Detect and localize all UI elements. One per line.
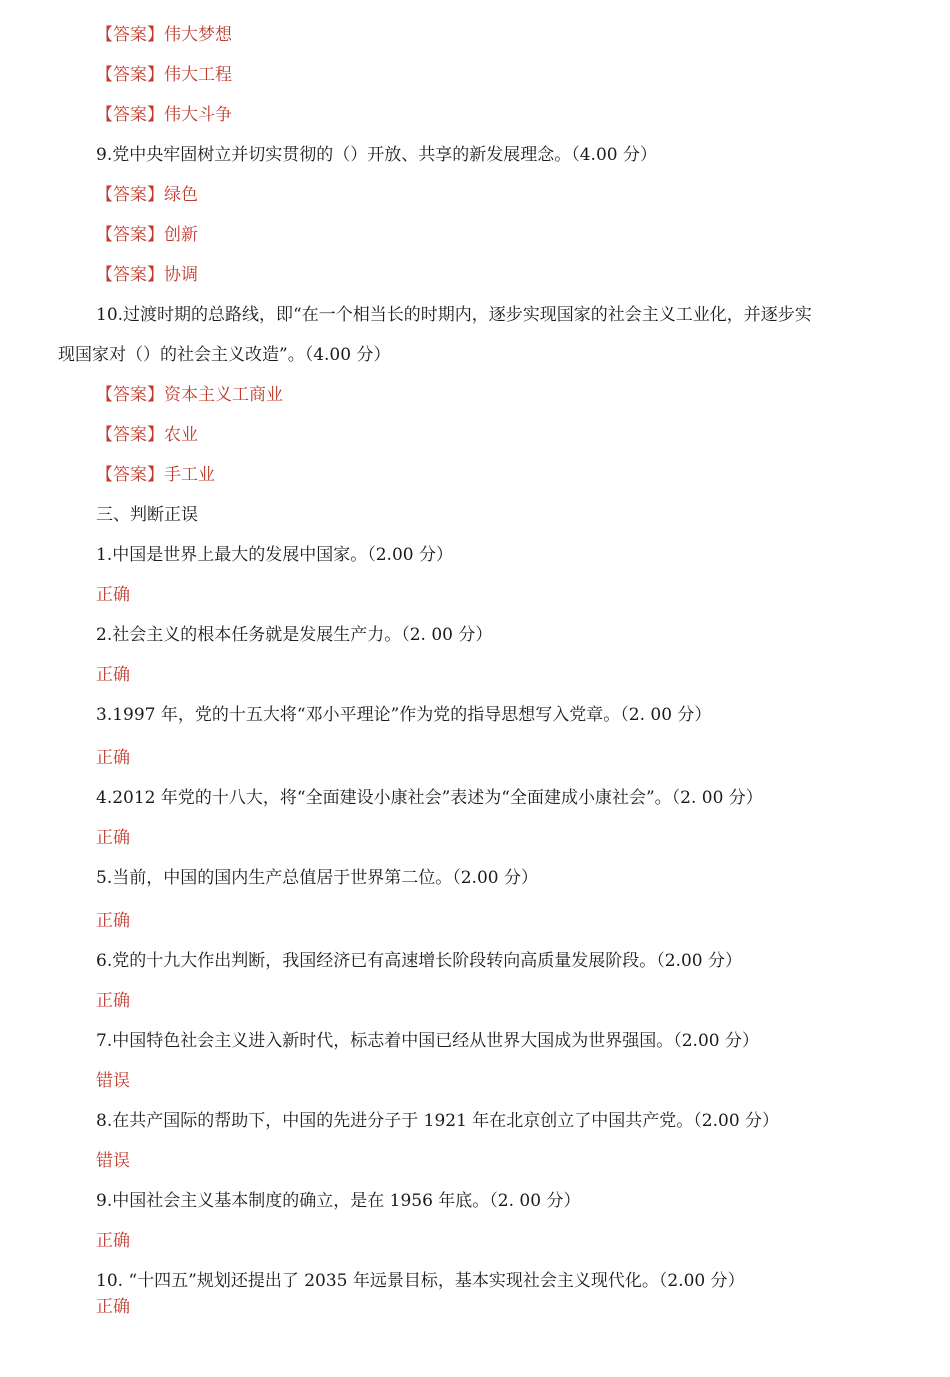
- judgment-answer: 正确: [96, 911, 130, 931]
- judgment-answer: 正确: [96, 991, 130, 1011]
- answer-tag: 【答案】: [96, 265, 164, 285]
- question-text-line-1: 10.过渡时期的总路线，即“在一个相当长的时期内，逐步实现国家的社会主义工业化，并逐步实: [96, 305, 812, 325]
- answer-text: 伟大工程: [164, 65, 232, 85]
- answer-item: [96, 105, 232, 125]
- answer-text: 绿色: [164, 185, 198, 205]
- judgment-question: 7.中国特色社会主义进入新时代，标志着中国已经从世界大国成为世界强国。（2.00 分）: [96, 1031, 759, 1051]
- answer-tag: 【答案】: [96, 225, 164, 245]
- judgment-answer: 正确: [96, 748, 130, 768]
- answer-tag: 【答案】: [96, 425, 164, 445]
- judgment-question: 4.2012 年党的十八大，将“全面建设小康社会”表述为“全面建成小康社会”。（2. 00 分）: [96, 788, 763, 808]
- question-text: 9.党中央牢固树立并切实贯彻的（）开放、共享的新发展理念。（4.00 分）: [96, 145, 657, 165]
- judgment-question: 8.在共产国际的帮助下，中国的先进分子于 1921 年在北京创立了中国共产党。（2.00 分）: [96, 1111, 780, 1131]
- answer-item: [96, 185, 198, 205]
- answer-text: 手工业: [164, 465, 215, 485]
- judgment-answer: 正确: [96, 828, 130, 848]
- judgment-answer: 正确: [96, 1231, 130, 1251]
- judgment-answer: 错误: [96, 1071, 130, 1091]
- question-text-line-2: 现国家对（）的社会主义改造”。（4.00 分）: [58, 345, 391, 365]
- judgment-answer: 正确: [96, 1297, 130, 1317]
- answer-item: [96, 265, 198, 285]
- answer-text: 创新: [164, 225, 198, 245]
- answer-item: [96, 385, 283, 405]
- answer-item: [96, 465, 215, 485]
- judgment-answer: 正确: [96, 665, 130, 685]
- answer-item: [96, 225, 198, 245]
- answer-tag: 【答案】: [96, 105, 164, 125]
- judgment-question: 9.中国社会主义基本制度的确立，是在 1956 年底。（2. 00 分）: [96, 1191, 581, 1211]
- judgment-answer: 错误: [96, 1151, 130, 1171]
- judgment-answer: 正确: [96, 585, 130, 605]
- answer-text: 伟大梦想: [164, 25, 232, 45]
- answer-text: 农业: [164, 425, 198, 445]
- answer-tag: 【答案】: [96, 25, 164, 45]
- judgment-question: 6.党的十九大作出判断，我国经济已有高速增长阶段转向高质量发展阶段。（2.00 分）: [96, 951, 742, 971]
- judgment-question: 5.当前，中国的国内生产总值居于世界第二位。（2.00 分）: [96, 868, 538, 888]
- answer-tag: 【答案】: [96, 65, 164, 85]
- answer-text: 协调: [164, 265, 198, 285]
- answer-item: [96, 65, 232, 85]
- judgment-question: 1.中国是世界上最大的发展中国家。（2.00 分）: [96, 545, 453, 565]
- judgment-question: 3.1997 年，党的十五大将“邓小平理论”作为党的指导思想写入党章。（2. 00 分）: [96, 705, 712, 725]
- answer-text: 资本主义工商业: [164, 385, 283, 405]
- answer-text: 伟大斗争: [164, 105, 232, 125]
- judgment-question: 10. “十四五”规划还提出了 2035 年远景目标，基本实现社会主义现代化。（2.00 分）: [96, 1271, 745, 1291]
- answer-item: [96, 25, 232, 45]
- judgment-question: 2.社会主义的根本任务就是发展生产力。（2. 00 分）: [96, 625, 493, 645]
- answer-tag: 【答案】: [96, 465, 164, 485]
- answer-tag: 【答案】: [96, 185, 164, 205]
- answer-tag: 【答案】: [96, 385, 164, 405]
- section-title: 三、判断正误: [96, 505, 198, 525]
- answer-item: [96, 425, 198, 445]
